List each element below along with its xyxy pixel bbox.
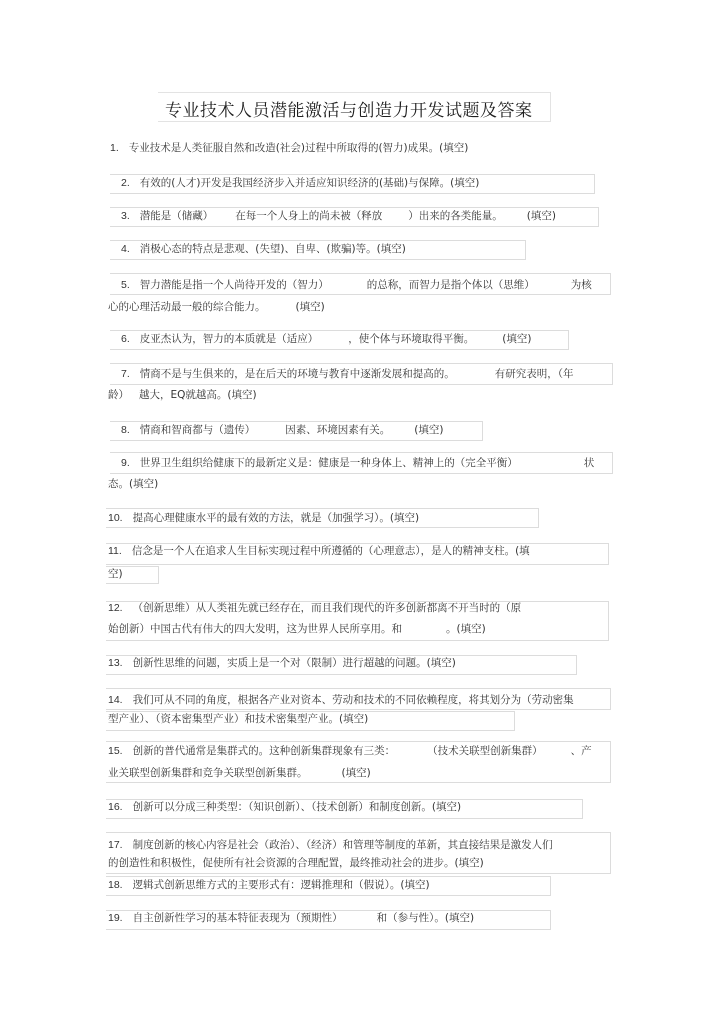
question-18 xyxy=(108,874,430,896)
question-number: 3. xyxy=(121,210,130,222)
question-text: 专业技术是人类征服自然和改造(社会)过程中所取得的(智力)成果。(填空) xyxy=(128,142,469,154)
question-text: 为核 xyxy=(570,279,592,291)
question-text: 始创新）中国古代有伟大的四大发明，这为世界人民所享用。和 xyxy=(108,623,402,635)
question-text: 制度创新的核心内容是社会（政治）、（经济）和管理等制度的革新，其直接结果是激发人们 xyxy=(132,839,553,851)
question-text: 皮亚杰认为，智力的本质就是（适应） xyxy=(139,333,319,345)
question-number: 18. xyxy=(108,879,123,891)
question-text: ，使个体与环境取得平衡。 xyxy=(348,333,475,345)
question-19 xyxy=(108,907,474,929)
question-text: 消极心态的特点是悲观、(失望)、自卑、(欺骗)等。(填空) xyxy=(139,243,406,255)
question-text: 越大，EQ就越高。(填空) xyxy=(139,389,257,401)
question-text: 业关联型创新集群和竞争关联型创新集群。 xyxy=(108,767,308,779)
question-7-line2 xyxy=(108,384,257,406)
question-text: (填空) xyxy=(341,767,371,779)
question-number: 10. xyxy=(108,512,123,524)
question-number: 16. xyxy=(108,801,123,813)
question-text: 心的心理活动最一般的综合能力。 xyxy=(108,301,266,313)
question-1 xyxy=(110,137,468,159)
question-number: 17. xyxy=(108,839,123,851)
question-text: （创新思维）从人类祖先就已经存在，而且我们现代的许多创新都离不开当时的（原 xyxy=(132,602,522,614)
question-4 xyxy=(121,238,406,260)
question-11-line2 xyxy=(108,563,123,585)
question-text: 态。(填空) xyxy=(108,478,159,490)
question-text: 智力潜能是指一个人尚待开发的（智力） xyxy=(139,279,329,291)
question-text: 自主创新性学习的基本特征表现为（预期性） xyxy=(132,912,343,924)
question-7 xyxy=(121,363,574,385)
question-number: 5. xyxy=(121,279,130,291)
question-5-line2 xyxy=(108,296,325,318)
question-text: 和（参与性）。(填空) xyxy=(376,912,475,924)
document-title: 专业技术人员潜能激活与创造力开发试题及答案 xyxy=(165,101,533,121)
question-text: 型产业）、（资本密集型产业）和技术密集型产业。(填空) xyxy=(108,713,369,725)
question-number: 2. xyxy=(121,177,130,189)
question-text: 情商不是与生俱来的，是在后天的环境与教育中逐渐发展和提高的。 xyxy=(139,368,455,380)
question-text: （技术关联型创新集群） xyxy=(427,745,543,757)
question-number: 9. xyxy=(121,457,130,469)
question-10 xyxy=(108,507,419,529)
question-9-line2 xyxy=(108,473,158,495)
question-12 xyxy=(108,597,521,619)
question-9 xyxy=(121,452,594,474)
question-number: 7. xyxy=(121,368,130,380)
question-14-line2 xyxy=(108,708,368,730)
question-text: 逻辑式创新思维方式的主要形式有：逻辑推理和（假说）。(填空) xyxy=(132,879,430,891)
question-text: (填空) xyxy=(414,424,444,436)
question-number: 1. xyxy=(110,142,119,154)
question-text: 龄） xyxy=(108,389,129,401)
question-text: 创新的普代通常是集群式的。这种创新集群现象有三类： xyxy=(132,745,396,757)
question-8 xyxy=(121,419,443,441)
question-text: 有效的(人才)开发是我国经济步入并适应知识经济的(基础)与保障。(填空) xyxy=(139,177,480,189)
question-16 xyxy=(108,796,461,818)
question-2 xyxy=(121,172,479,194)
question-text: 、产 xyxy=(570,745,592,757)
question-15 xyxy=(108,740,592,762)
question-6 xyxy=(121,328,531,350)
question-text: 信念是一个人在追求人生目标实现过程中所遵循的（心理意志），是人的精神支柱。(填 xyxy=(131,545,530,557)
question-text: (填空) xyxy=(295,301,325,313)
question-text: (填空) xyxy=(526,210,556,222)
question-text: (填空) xyxy=(502,333,532,345)
question-text: 情商和智商都与（遗传） xyxy=(139,424,256,436)
question-11 xyxy=(108,540,530,562)
question-number: 13. xyxy=(108,657,123,669)
question-text: 空) xyxy=(108,568,123,580)
question-text: 因素、环境因素有关。 xyxy=(285,424,391,436)
question-text: 有研究表明，（年 xyxy=(494,368,574,380)
question-text: 提高心理健康水平的最有效的方法，就是（加强学习）。(填空) xyxy=(132,512,420,524)
question-text: 创新可以分成三种类型：（知识创新）、（技术创新）和制度创新。(填空) xyxy=(132,801,462,813)
question-text: 状 xyxy=(583,457,595,469)
question-text: 的总称，而智力是指个体以（思维） xyxy=(366,279,535,291)
question-text: 我们可从不同的角度，根据各产业对资本、劳动和技术的不同依赖程度，将其划分为（劳动密集 xyxy=(132,694,574,706)
question-text: ）出来的各类能量。 xyxy=(408,210,503,222)
question-text: 。(填空) xyxy=(446,623,486,635)
question-3 xyxy=(121,205,556,227)
question-17-line2 xyxy=(108,852,484,874)
question-number: 4. xyxy=(121,243,130,255)
question-number: 14. xyxy=(108,694,123,706)
question-text: 世界卫生组织给健康下的最新定义是：健康是一种身体上、精神上的（完全平衡） xyxy=(139,457,518,469)
question-5 xyxy=(121,274,592,296)
question-number: 6. xyxy=(121,333,130,345)
question-text: 潜能是（储藏） xyxy=(139,210,214,222)
question-number: 19. xyxy=(108,912,123,924)
question-number: 15. xyxy=(108,745,123,757)
question-13 xyxy=(108,652,456,674)
question-number: 11. xyxy=(108,545,122,557)
question-number: 12. xyxy=(108,602,123,614)
question-text: 创新性思维的问题，实质上是一个对（限制）进行超越的问题。(填空) xyxy=(132,657,456,669)
question-number: 8. xyxy=(121,424,130,436)
question-text: 在每一个人身上的尚未被（释放 xyxy=(235,210,383,222)
question-15-line2 xyxy=(108,762,371,784)
question-12-line2 xyxy=(108,618,486,640)
question-text: 的创造性和积极性，促使所有社会资源的合理配置，最终推动社会的进步。(填空) xyxy=(108,857,484,869)
